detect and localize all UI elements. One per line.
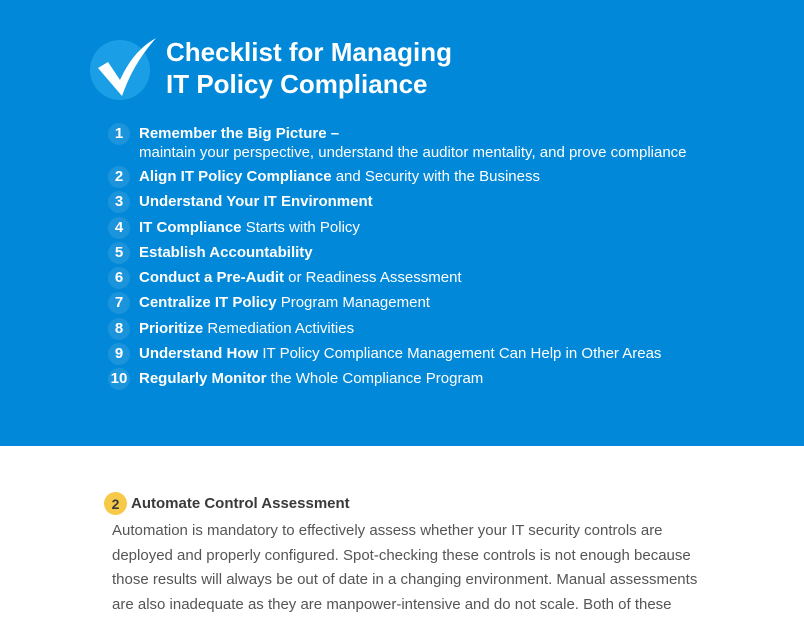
item-number: 3 <box>108 192 130 211</box>
item-number: 7 <box>108 293 130 312</box>
paragraph-line: Automation is mandatory to effectively assess whether your IT security controls are <box>112 522 663 539</box>
section-title: Automate Control Assessment <box>131 495 350 512</box>
item-number: 8 <box>108 319 130 338</box>
item-bold-text: Centralize IT Policy <box>139 294 277 312</box>
item-number: 4 <box>108 218 130 237</box>
item-number: 6 <box>108 268 130 287</box>
item-bold-text: Regularly Monitor <box>139 370 267 388</box>
item-bold-text: Understand How <box>139 345 259 363</box>
paragraph-line: are also inadequate as they are manpower-intensive and do not scale. Both of these <box>112 595 672 613</box>
section-number-badge: 2 <box>104 492 127 515</box>
item-number: 5 <box>108 243 130 262</box>
paragraph-line: those results will always be out of date in a changing environment. Manual assessments <box>112 571 698 588</box>
section-automate-control-assessment <box>104 492 704 617</box>
section-paragraph <box>104 519 704 617</box>
item-bold-text: Prioritize <box>139 319 204 337</box>
item-bold-text: IT Compliance <box>139 218 242 236</box>
title-line-2: IT Policy Compliance <box>166 69 428 99</box>
list-item <box>108 124 788 162</box>
list-item: 10 Regularly Monitor the Whole Compliance Program <box>108 369 788 388</box>
item-number: 10 <box>108 369 130 388</box>
item-number: 9 <box>108 344 130 363</box>
list-item: 9 Understand How IT Policy Compliance Management Can Help in Other Areas <box>108 344 788 363</box>
item-bold-text: Establish Accountability <box>139 243 313 261</box>
paragraph-line: deployed and properly configured. Spot-checking these controls is not enough because <box>112 546 691 564</box>
list-item <box>108 243 788 262</box>
list-item: 2 Align IT Policy Compliance and Security with the Business <box>108 167 788 186</box>
item-bold-text: Understand Your IT Environment <box>139 193 373 211</box>
item-number: 1 <box>108 124 130 143</box>
list-item: 4 IT Compliance Starts with Policy <box>108 218 788 237</box>
section-heading <box>104 492 704 515</box>
list-item <box>108 192 788 211</box>
checklist <box>108 124 788 395</box>
item-bold-text: Remember the Big Picture – <box>139 125 340 142</box>
title-line-1: Checklist for Managing <box>166 37 453 67</box>
page-title <box>166 36 452 100</box>
list-item: 6 Conduct a Pre-Audit or Readiness Assessment <box>108 268 788 287</box>
list-item: 8 Prioritize Remediation Activities <box>108 319 788 338</box>
item-bold-text: Conduct a Pre-Audit <box>139 269 284 287</box>
item-subtext: maintain your perspective, understand the auditor mentality, and prove compliance <box>139 144 687 161</box>
checkmark-icon <box>90 34 158 102</box>
item-number: 2 <box>108 167 130 186</box>
item-bold-text: Align IT Policy Compliance <box>139 168 332 185</box>
list-item: 7 Centralize IT Policy Program Management <box>108 293 788 312</box>
